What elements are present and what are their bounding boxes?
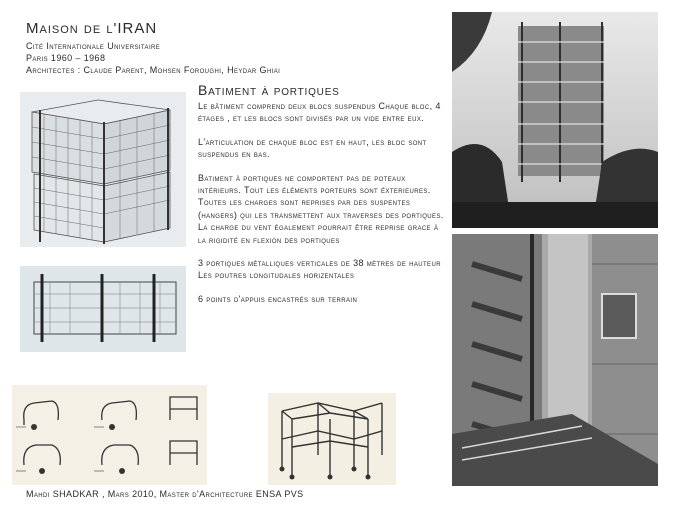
page-title: Maison de l'IRAN — [26, 20, 158, 37]
paragraph-supports: 6 points d'appuis encastrés sur terrain — [198, 293, 358, 304]
section-body — [198, 100, 444, 316]
axonometric-drawing — [20, 92, 186, 247]
paragraph-articulation: L'articulation de chaque bloc est en haut, les bloc sont suspendus en bas. — [198, 136, 427, 160]
paragraph-metal-frames: 3 portiques métalliques verticales de 38 mètres de hauteur Les poutres longitudales horizentales — [198, 258, 441, 281]
section-title: Batiment à portiques — [198, 82, 340, 98]
facade-stair-photo — [452, 234, 658, 486]
structure-sketch — [268, 393, 396, 485]
paragraph-portiques: Batiment à portiques ne comportent pas de poteaux intérieurs. Tout les éléments porteurs sont éxterieures. Toutes les charges sont reprises par des suspentes (hangers) qui les transmettent aux traverses des portiques. La charge du vent également pourrait être reprise grace à la rigidité en flexion des portiques — [198, 172, 444, 245]
architects-line: Architectes : Claude Parent, Mohsen Foroughi, Heydar Ghiai — [26, 65, 281, 75]
frame-sketches — [12, 385, 207, 485]
location-dates-line: Paris 1960 – 1968 — [26, 53, 106, 63]
institution-line: Cité Internationale Universitaire — [26, 41, 161, 51]
paragraph-blocks: Le bâtiment comprend deux blocs suspendus Chaque bloc, 4 étages , et les blocs sont divisés par un vide entre eux. — [198, 101, 441, 124]
tower-construction-photo — [452, 12, 658, 228]
plan-drawing — [20, 266, 186, 352]
footer-credit: Mahdi SHADKAR , Mars 2010, Master d'Architecture ENSA PVS — [26, 489, 304, 499]
